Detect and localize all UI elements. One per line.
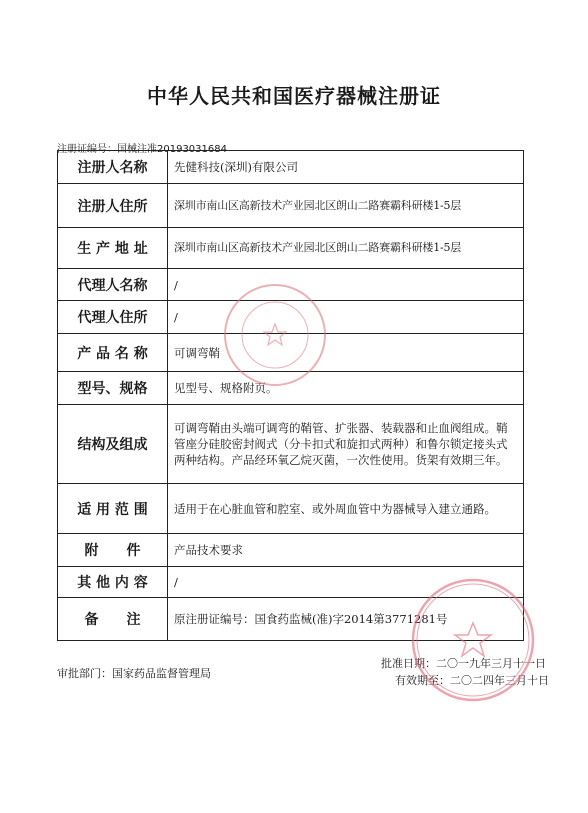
row-label: 备 注 bbox=[58, 598, 168, 641]
document-title: 中华人民共和国医疗器械注册证 bbox=[147, 84, 441, 108]
table-row bbox=[58, 334, 524, 372]
table-row bbox=[58, 405, 524, 484]
row-label: 注册人名称 bbox=[58, 151, 168, 184]
row-label: 产 品 名 称 bbox=[58, 334, 168, 372]
table-row bbox=[58, 534, 524, 567]
row-value: 适用于在心脏血管和腔室、或外周血管中为器械导入建立通路。 bbox=[168, 484, 524, 534]
row-value: 深圳市南山区高新技术产业园北区朗山二路赛霸科研楼1-5层 bbox=[168, 184, 524, 228]
row-value: / bbox=[168, 269, 524, 301]
table-row bbox=[58, 184, 524, 228]
table-row bbox=[58, 228, 524, 269]
row-value: 原注册证编号：国食药监械(准)字2014第3771281号 bbox=[168, 598, 524, 641]
table-row bbox=[58, 269, 524, 301]
row-label: 生 产 地 址 bbox=[58, 228, 168, 269]
row-value: 先健科技(深圳)有限公司 bbox=[168, 151, 524, 184]
certificate-table bbox=[57, 150, 524, 641]
row-label: 代理人名称 bbox=[58, 269, 168, 301]
row-label: 适 用 范 围 bbox=[58, 484, 168, 534]
approval-date: 批准日期：二〇一九年三月十一日 bbox=[381, 657, 546, 670]
row-value: 见型号、规格附页。 bbox=[168, 372, 524, 405]
table-row bbox=[58, 484, 524, 534]
registration-number: 注册证编号：国械注准20193031684 bbox=[57, 144, 227, 155]
table-row bbox=[58, 301, 524, 334]
table-row bbox=[58, 372, 524, 405]
table-row bbox=[58, 567, 524, 598]
row-label: 附 件 bbox=[58, 534, 168, 567]
approval-department: 审批部门：国家药品监督管理局 bbox=[57, 667, 211, 680]
row-value: 深圳市南山区高新技术产业园北区朗山二路赛霸科研楼1-5层 bbox=[168, 228, 524, 269]
table-row bbox=[58, 151, 524, 184]
row-value: 产品技术要求 bbox=[168, 534, 524, 567]
row-label: 结构及组成 bbox=[58, 405, 168, 484]
row-label: 代理人住所 bbox=[58, 301, 168, 334]
row-value: 可调弯鞘 bbox=[168, 334, 524, 372]
row-value: / bbox=[168, 567, 524, 598]
table-row bbox=[58, 598, 524, 641]
row-label: 注册人住所 bbox=[58, 184, 168, 228]
row-label: 其 他 内 容 bbox=[58, 567, 168, 598]
valid-until: 有效期至：二〇二四年三月十日 bbox=[395, 674, 549, 687]
row-value: 可调弯鞘由头端可调弯的鞘管、扩张器、装载器和止血阀组成。鞘管座分硅胶密封阀式（分卡扣式和旋扣式两种）和鲁尔锁定接头式两种结构。产品经环氧乙烷灭菌，一次性使用。货架有效期三年。 bbox=[168, 405, 524, 484]
row-label: 型号、规格 bbox=[58, 372, 168, 405]
row-value: / bbox=[168, 301, 524, 334]
